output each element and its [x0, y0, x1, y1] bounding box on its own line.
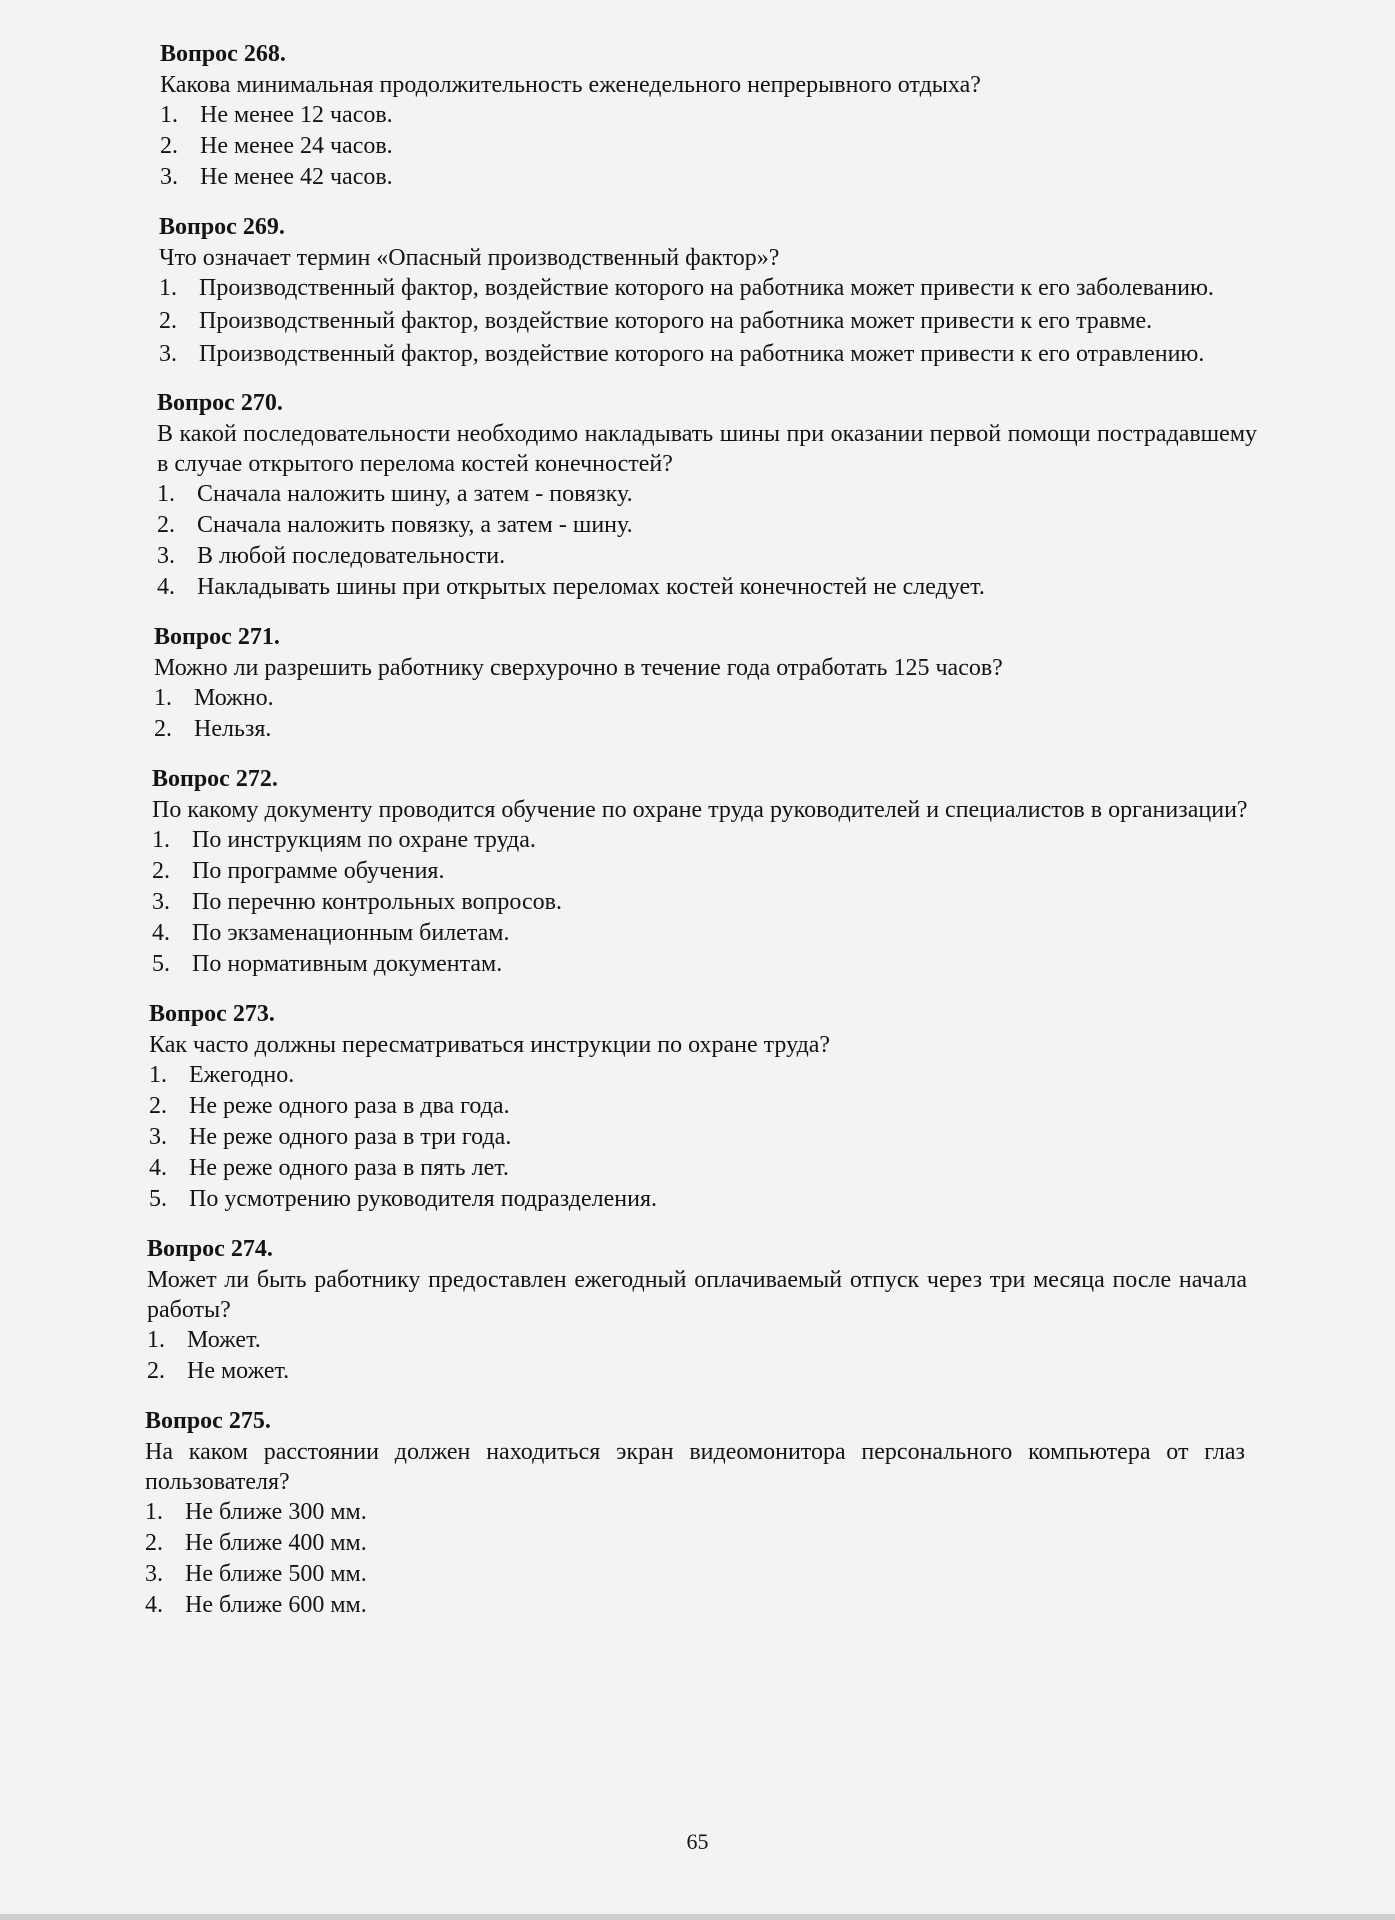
answer-item — [160, 131, 1260, 162]
answer-number: 2. — [154, 716, 172, 742]
answer-item — [149, 1122, 1249, 1153]
question-270 — [157, 387, 1257, 603]
question-text: В какой последовательности необходимо накладывать шины при оказании первой помощи пострадавшему в случае открытого перелома костей конечностей? — [157, 421, 1257, 477]
answer-list — [157, 479, 1257, 603]
answer-number: 2. — [152, 858, 170, 884]
page-number: 65 — [686, 1829, 709, 1854]
question-272 — [152, 763, 1252, 980]
answer-item — [160, 100, 1260, 131]
answer-text: Нельзя. — [194, 716, 272, 742]
answer-item — [149, 1184, 1249, 1215]
answer-item — [149, 1153, 1249, 1184]
answer-number: 2. — [157, 512, 175, 538]
answer-item — [152, 825, 1252, 856]
question-title: Вопрос 274. — [147, 1236, 273, 1262]
question-268 — [160, 38, 1260, 193]
answer-number: 5. — [149, 1186, 167, 1212]
question-269 — [159, 211, 1259, 369]
answer-text: По нормативным документам. — [192, 951, 503, 977]
answer-number: 1. — [159, 275, 177, 301]
answer-item — [152, 949, 1252, 980]
answer-text: Не менее 12 часов. — [200, 102, 393, 128]
answer-text: Не реже одного раза в пять лет. — [189, 1155, 509, 1181]
question-274 — [147, 1233, 1247, 1387]
answer-number: 4. — [149, 1155, 167, 1181]
answer-item — [157, 510, 1257, 541]
answer-number: 4. — [157, 574, 175, 600]
answer-item — [147, 1356, 1247, 1387]
answer-number: 1. — [160, 102, 178, 128]
answer-item — [149, 1060, 1249, 1091]
answer-text: По инструкциям по охране труда. — [192, 827, 536, 853]
answer-number: 1. — [154, 685, 172, 711]
answer-list — [147, 1325, 1247, 1387]
answer-text: Не менее 42 часов. — [200, 164, 393, 190]
answer-text: По программе обучения. — [192, 858, 445, 884]
answer-item — [145, 1559, 1245, 1590]
answer-list — [149, 1060, 1249, 1215]
answer-text: Ежегодно. — [189, 1062, 295, 1088]
question-273 — [149, 998, 1249, 1215]
answer-item — [157, 541, 1257, 572]
answer-list — [152, 825, 1252, 980]
answer-text: Производственный фактор, воздействие которого на работника может привести к его заболеванию. — [199, 275, 1214, 301]
answer-number: 3. — [152, 889, 170, 915]
answer-text: Можно. — [194, 685, 274, 711]
answer-number: 4. — [152, 920, 170, 946]
answer-item — [154, 683, 1254, 714]
question-text: Можно ли разрешить работнику сверхурочно в течение года отработать 125 часов? — [154, 655, 1003, 681]
answer-number: 1. — [152, 827, 170, 853]
answer-number: 3. — [149, 1124, 167, 1150]
answer-text: Производственный фактор, воздействие которого на работника может привести к его травме. — [199, 308, 1153, 334]
answer-number: 5. — [152, 951, 170, 977]
question-text: На каком расстоянии должен находиться экран видеомонитора персонального компьютера от глаз пользователя? — [145, 1439, 1245, 1495]
answer-number: 1. — [149, 1062, 167, 1088]
question-title: Вопрос 271. — [154, 624, 280, 650]
answer-item — [145, 1528, 1245, 1559]
answer-text: Производственный фактор, воздействие которого на работника может привести к его отравлению. — [199, 341, 1205, 367]
answer-number: 2. — [160, 133, 178, 159]
answer-text: В любой последовательности. — [197, 543, 506, 569]
question-text: По какому документу проводится обучение по охране труда руководителей и специалистов в организации? — [152, 797, 1248, 823]
answer-item — [159, 339, 1259, 369]
answer-item — [157, 572, 1257, 603]
answer-list — [159, 273, 1259, 369]
answer-item — [149, 1091, 1249, 1122]
answer-list — [160, 100, 1260, 193]
answer-number: 1. — [157, 481, 175, 507]
question-text: Что означает термин «Опасный производственный фактор»? — [159, 245, 780, 271]
answer-text: Может. — [187, 1327, 261, 1353]
question-text: Как часто должны пересматриваться инструкции по охране труда? — [149, 1032, 831, 1058]
answer-item — [154, 714, 1254, 745]
answer-item — [152, 918, 1252, 949]
question-title: Вопрос 268. — [160, 41, 286, 67]
question-title: Вопрос 272. — [152, 766, 278, 792]
answer-text: Не может. — [187, 1358, 290, 1384]
answer-item — [152, 887, 1252, 918]
question-271 — [154, 621, 1254, 745]
answer-number: 1. — [147, 1327, 165, 1353]
answer-number: 3. — [160, 164, 178, 190]
answer-number: 2. — [145, 1530, 163, 1556]
answer-text: Не реже одного раза в три года. — [189, 1124, 512, 1150]
answer-text: По усмотрению руководителя подразделения. — [189, 1186, 657, 1212]
question-275 — [145, 1405, 1245, 1621]
answer-number: 1. — [145, 1499, 163, 1525]
answer-number: 2. — [149, 1093, 167, 1119]
scan-edge-shadow — [0, 1914, 1395, 1920]
answer-item — [159, 273, 1259, 303]
question-title: Вопрос 273. — [149, 1001, 275, 1027]
question-title: Вопрос 270. — [157, 390, 283, 416]
answer-text: По экзаменационным билетам. — [192, 920, 510, 946]
question-text: Какова минимальная продолжительность еженедельного непрерывного отдыха? — [160, 72, 981, 98]
question-title: Вопрос 275. — [145, 1408, 271, 1434]
answer-text: Не ближе 300 мм. — [185, 1499, 367, 1525]
answer-text: Не ближе 500 мм. — [185, 1561, 367, 1587]
answer-item — [160, 162, 1260, 193]
answer-text: Сначала наложить повязку, а затем - шину. — [197, 512, 633, 538]
answer-number: 2. — [159, 308, 177, 334]
answer-text: Не ближе 600 мм. — [185, 1592, 367, 1618]
answer-item — [145, 1590, 1245, 1621]
answer-item — [159, 306, 1259, 336]
answer-number: 3. — [157, 543, 175, 569]
answer-text: По перечню контрольных вопросов. — [192, 889, 562, 915]
answer-number: 3. — [159, 341, 177, 367]
answer-item — [157, 479, 1257, 510]
answer-item — [147, 1325, 1247, 1356]
answer-number: 4. — [145, 1592, 163, 1618]
answer-text: Накладывать шины при открытых переломах костей конечностей не следует. — [197, 574, 985, 600]
answer-item — [152, 856, 1252, 887]
answer-text: Не реже одного раза в два года. — [189, 1093, 510, 1119]
answer-item — [145, 1497, 1245, 1528]
answer-text: Не менее 24 часов. — [200, 133, 393, 159]
answer-text: Сначала наложить шину, а затем - повязку. — [197, 481, 633, 507]
answer-number: 2. — [147, 1358, 165, 1384]
answer-list — [145, 1497, 1245, 1621]
answer-list — [154, 683, 1254, 745]
question-title: Вопрос 269. — [159, 214, 285, 240]
questions-list — [0, 38, 1395, 1639]
answer-text: Не ближе 400 мм. — [185, 1530, 367, 1556]
question-text: Может ли быть работнику предоставлен ежегодный оплачиваемый отпуск через три месяца после начала работы? — [147, 1267, 1247, 1323]
answer-number: 3. — [145, 1561, 163, 1587]
